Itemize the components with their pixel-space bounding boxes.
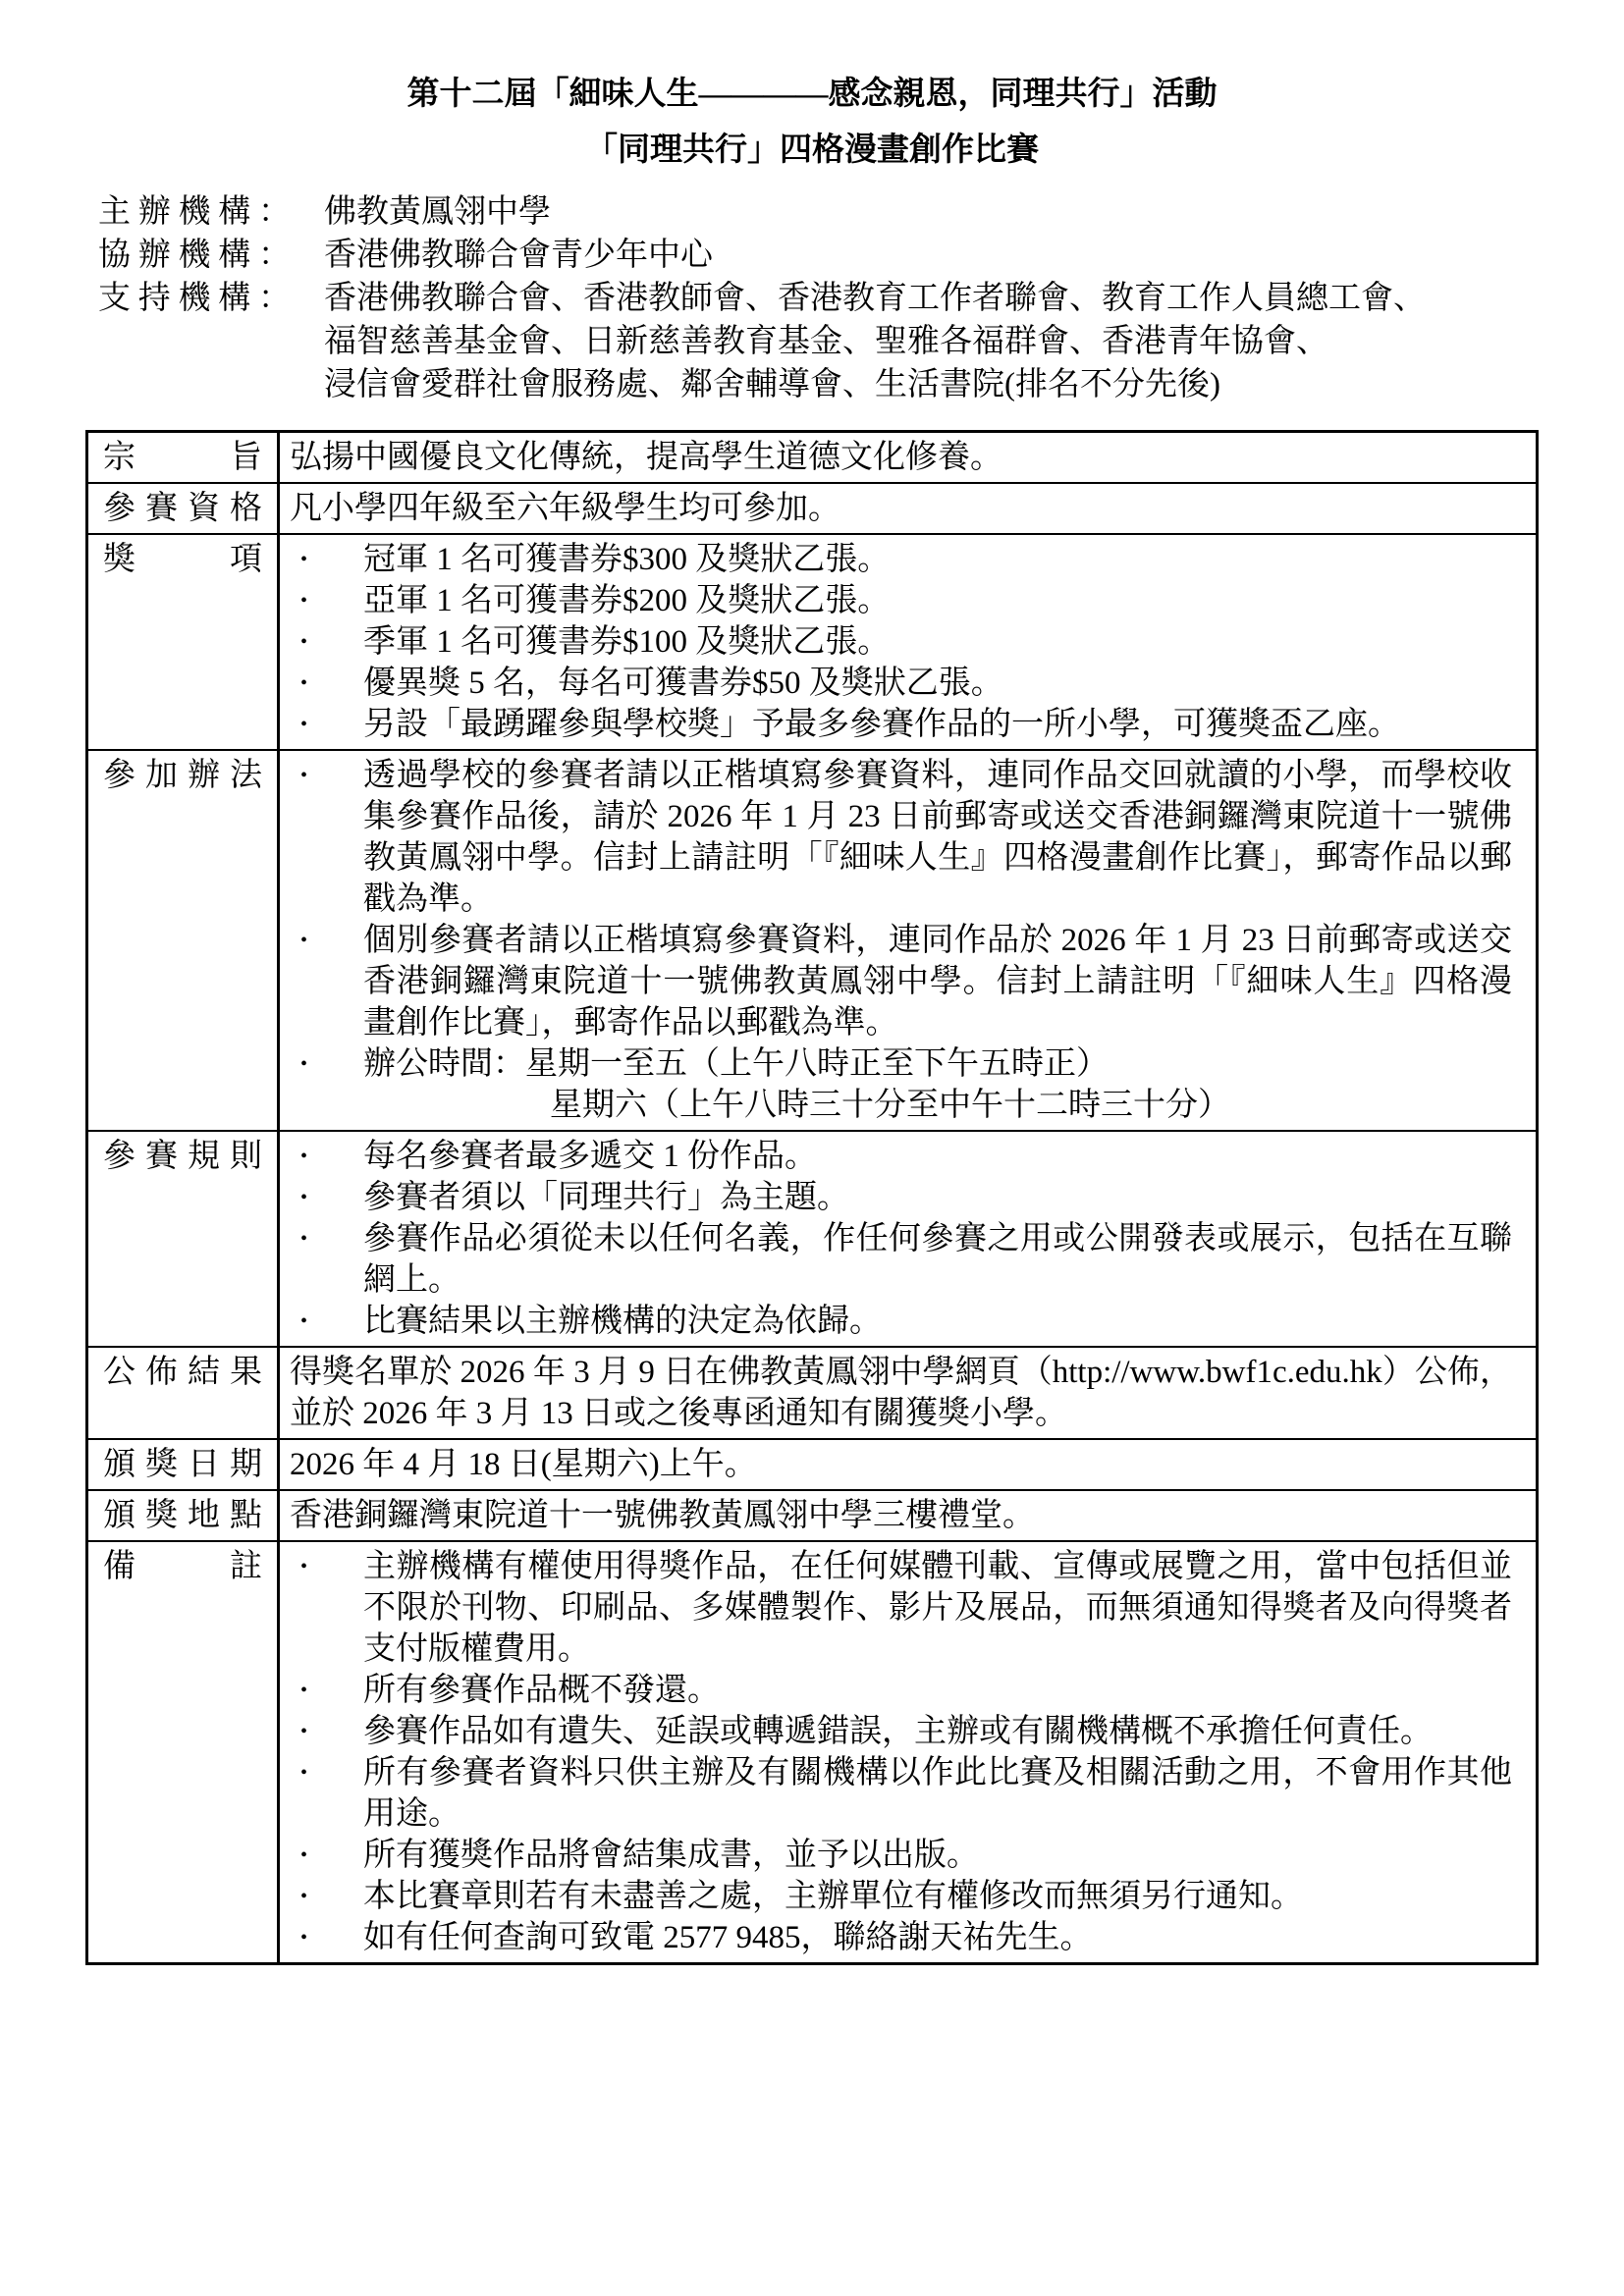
list-item-office-hours — [280, 1043, 1512, 1126]
row-text: 弘揚中國優良文化傳統，提高學生道德文化修養。 — [290, 440, 1002, 475]
organizer-value: 香港佛教聯合會青少年中心 — [324, 238, 713, 273]
title-line-2: 「同理共行」四格漫畫創作比賽 — [585, 133, 1039, 168]
list-item — [280, 920, 1512, 1043]
list-item — [280, 580, 1512, 621]
row-text: 2026 年 4 月 18 日(星期六)上午。 — [290, 1447, 757, 1482]
row-label: 頒獎地點 — [103, 1498, 262, 1533]
row-label: 公佈結果 — [103, 1355, 262, 1390]
bullet-text: 所有參賽作品概不發還。 — [363, 1673, 720, 1708]
row-label: 宗旨 — [103, 440, 262, 475]
table-row-purpose — [88, 433, 1536, 482]
office-hours-line-1: 辦公時間：星期一至五（上午八時正至下午五時正） — [363, 1046, 1109, 1082]
table-row-results-announcement — [88, 1346, 1536, 1438]
table-row-award-venue — [88, 1489, 1536, 1540]
list-item — [280, 1876, 1512, 1917]
bullet-icon: • — [300, 672, 308, 694]
row-label: 參賽資格 — [103, 491, 262, 526]
bullet-text: 參賽作品必須從未以任何名義，作任何參賽之用或公開發表或展示，包括在互聯網上。 — [363, 1221, 1512, 1298]
bullet-icon: • — [300, 1886, 308, 1907]
bullet-icon: • — [300, 1187, 308, 1208]
bullet-text: 個別參賽者請以正楷填寫參賽資料，連同作品於 2026 年 1 月 23 日前郵寄或送交香港銅鑼灣東院道十一號佛教黃鳳翎中學。信封上請註明「『細味人生』四格漫畫創作比賽」，郵寄作品以郵戳為準。 — [363, 923, 1512, 1041]
list-item — [280, 1136, 1512, 1177]
organizer-row-supporting — [98, 277, 1545, 406]
bullet-icon: • — [300, 549, 308, 570]
bullet-icon: • — [300, 1721, 308, 1742]
list-item — [280, 1752, 1512, 1835]
row-text: 香港銅鑼灣東院道十一號佛教黃鳳翎中學三樓禮堂。 — [290, 1498, 1035, 1533]
row-label: 頒獎日期 — [103, 1447, 262, 1482]
row-label: 備註 — [103, 1549, 262, 1584]
bullet-icon: • — [300, 930, 308, 951]
title-line-1: 第十二屆「細味人生————感念親恩，同理共行」活動 — [406, 77, 1218, 112]
list-item — [280, 1177, 1512, 1218]
row-text: 得獎名單於 2026 年 3 月 9 日在佛教黃鳳翎中學網頁（http://www.bwf1c.edu.hk）公佈，並於 2026 年 3 月 13 日或之後專函通知有關獲獎小學。 — [290, 1355, 1512, 1431]
bullet-text: 另設「最踴躍參與學校獎」予最多參賽作品的一所小學，可獲獎盃乙座。 — [363, 707, 1400, 742]
document-title — [0, 0, 1624, 179]
organizer-value: 佛教黃鳳翎中學 — [324, 194, 551, 230]
organizer-row-host — [98, 190, 1545, 234]
bullet-text: 優異獎 5 名，每名可獲書券$50 及獎狀乙張。 — [363, 666, 1003, 701]
table-row-rules — [88, 1130, 1536, 1346]
bullet-text: 季軍 1 名可獲書券$100 及獎狀乙張。 — [363, 624, 891, 660]
bullet-text: 所有參賽者資料只供主辦及有關機構以作此比賽及相關活動之用，不會用作其他用途。 — [363, 1755, 1512, 1832]
row-label: 獎項 — [103, 542, 262, 577]
bullet-icon: • — [300, 714, 308, 735]
list-item — [280, 755, 1512, 920]
bullet-icon: • — [300, 1556, 308, 1577]
row-label: 參賽規則 — [103, 1139, 262, 1174]
organizer-row-co-organizer — [98, 234, 1545, 277]
table-row-award-date — [88, 1438, 1536, 1489]
rules-table — [85, 430, 1539, 1965]
bullet-text: 透過學校的參賽者請以正楷填寫參賽資料，連同作品交回就讀的小學，而學校收集參賽作品後，請於 2026 年 1 月 23 日前郵寄或送交香港銅鑼灣東院道十一號佛教黃鳳翎中學。信封上請註明「『細味人生』四格漫畫創作比賽」，郵寄作品以郵戳為準。 — [363, 758, 1512, 917]
bullet-icon: • — [300, 1053, 308, 1075]
bullet-icon: • — [300, 1310, 308, 1332]
bullet-icon: • — [300, 1927, 308, 1949]
table-row-remarks — [88, 1540, 1536, 1962]
bullet-text: 參賽作品如有遺失、延誤或轉遞錯誤，主辦或有關機構概不承擔任何責任。 — [363, 1714, 1433, 1749]
organizer-block — [98, 190, 1545, 406]
organizer-label: 支持機構： — [98, 281, 291, 316]
list-item — [280, 1546, 1512, 1670]
list-item — [280, 704, 1512, 745]
bullet-text: 每名參賽者最多遞交 1 份作品。 — [363, 1139, 817, 1174]
organizer-value-line: 福智慈善基金會、日新慈善教育基金、聖雅各福群會、香港青年協會、 — [324, 324, 1328, 359]
bullet-text: 如有任何查詢可致電 2577 9485，聯絡謝天祐先生。 — [363, 1920, 1093, 1955]
list-item — [280, 1711, 1512, 1752]
bullet-text: 亞軍 1 名可獲書券$200 及獎狀乙張。 — [363, 583, 891, 618]
bullet-icon: • — [300, 631, 308, 653]
bullet-text: 本比賽章則若有未盡善之處，主辦單位有權修改而無須另行通知。 — [363, 1879, 1303, 1914]
table-row-prizes — [88, 533, 1536, 749]
list-item — [280, 1917, 1512, 1958]
bullet-text: 比賽結果以主辦機構的決定為依歸。 — [363, 1304, 882, 1339]
bullet-icon: • — [300, 590, 308, 612]
organizer-value-line: 浸信會愛群社會服務處、鄰舍輔導會、生活書院(排名不分先後) — [324, 367, 1220, 402]
list-item — [280, 1218, 1512, 1301]
bullet-icon: • — [300, 1844, 308, 1866]
list-item — [280, 621, 1512, 663]
list-item — [280, 1301, 1512, 1342]
row-text: 凡小學四年級至六年級學生均可參加。 — [290, 491, 840, 526]
list-item — [280, 663, 1512, 704]
bullet-icon: • — [300, 1146, 308, 1167]
bullet-text: 參賽者須以「同理共行」為主題。 — [363, 1180, 849, 1215]
organizer-value-line: 香港佛教聯合會、香港教師會、香港教育工作者聯會、教育工作人員總工會、 — [324, 281, 1426, 316]
bullet-icon: • — [300, 1680, 308, 1701]
list-item — [280, 1835, 1512, 1876]
bullet-icon: • — [300, 1762, 308, 1784]
row-label: 參加辦法 — [103, 758, 262, 793]
office-hours-line-2: 星期六（上午八時三十分至中午十二時三十分） — [550, 1088, 1230, 1123]
bullet-text: 所有獲獎作品將會結集成書，並予以出版。 — [363, 1838, 979, 1873]
bullet-icon: • — [300, 765, 308, 786]
organizer-label: 協辦機構： — [98, 238, 291, 273]
list-item — [280, 539, 1512, 580]
table-row-eligibility — [88, 482, 1536, 533]
bullet-text: 冠軍 1 名可獲書券$300 及獎狀乙張。 — [363, 542, 891, 577]
bullet-icon: • — [300, 1228, 308, 1250]
organizer-label: 主辦機構： — [98, 194, 291, 230]
table-row-how-to-enter — [88, 749, 1536, 1130]
list-item — [280, 1670, 1512, 1711]
bullet-text: 主辦機構有權使用得獎作品，在任何媒體刊載、宣傳或展覽之用，當中包括但並不限於刊物、印刷品、多媒體製作、影片及展品，而無須通知得獎者及向得獎者支付版權費用。 — [363, 1549, 1512, 1667]
